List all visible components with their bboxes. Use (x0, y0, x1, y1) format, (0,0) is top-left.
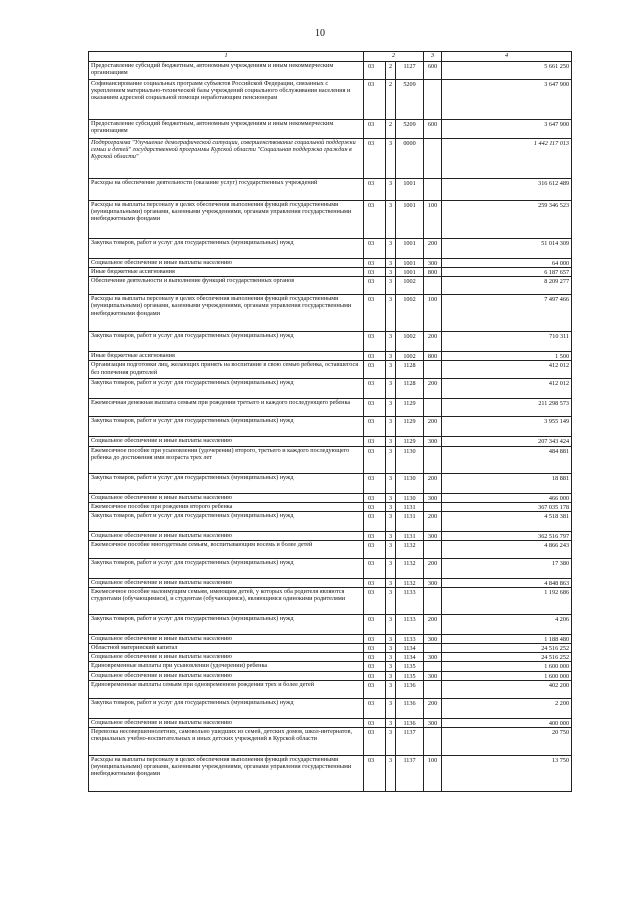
row-name-cell: Ежемесячное пособие многодетным семьям, воспитывающим восемь и более детей (89, 540, 364, 558)
row-code-direction-cell: 1128 (396, 361, 424, 379)
row-code-section-cell: 03 (364, 493, 386, 502)
row-code-section-cell: 03 (364, 680, 386, 698)
table-row (89, 332, 572, 352)
row-name-cell: Социальное обеспечение и иные выплаты населению (89, 635, 364, 644)
row-code-section-cell: 03 (364, 540, 386, 558)
row-name-cell: Социальное обеспечение и иные выплаты населению (89, 671, 364, 680)
row-code-program-cell: 3 (386, 239, 396, 259)
row-code-section-cell: 03 (364, 635, 386, 644)
row-amount-cell: 20 750 (442, 727, 572, 755)
row-expense-type-cell: 300 (424, 493, 442, 502)
row-code-section-cell: 03 (364, 671, 386, 680)
table-row (89, 502, 572, 511)
row-name-cell: Софинансирование социальных программ субъектов Российской Федерации, связанных с укреплением материально-технической базы учреждений социального обслуживания населения и оказанием адресной социальной помощи неработающим пенсионерам (89, 80, 364, 120)
row-code-direction-cell: 1127 (396, 62, 424, 80)
row-code-program-cell: 3 (386, 446, 396, 473)
row-amount-cell: 1 600 000 (442, 662, 572, 671)
row-name-cell: Закупка товаров, работ и услуг для государственных (муниципальных) нужд (89, 473, 364, 493)
table-row (89, 578, 572, 587)
table-row (89, 62, 572, 80)
row-expense-type-cell: 200 (424, 558, 442, 578)
row-code-direction-cell: 1130 (396, 493, 424, 502)
row-expense-type-cell (424, 680, 442, 698)
row-expense-type-cell: 200 (424, 473, 442, 493)
row-code-program-cell: 3 (386, 653, 396, 662)
row-code-direction-cell: 1129 (396, 437, 424, 446)
row-expense-type-cell: 100 (424, 755, 442, 791)
row-name-cell: Социальное обеспечение и иные выплаты населению (89, 718, 364, 727)
row-code-direction-cell: 1001 (396, 239, 424, 259)
row-code-program-cell: 3 (386, 511, 396, 531)
row-name-cell: Расходы на выплаты персоналу в целях обеспечения выполнения функций государственными (муниципальными) органами, казенными учреждениями, органами управления государственными внебюджетными фондами (89, 295, 364, 332)
row-amount-cell: 7 497 466 (442, 295, 572, 332)
row-name-cell: Ежемесячное пособие при усыновлении (удочерении) второго, третьего и каждого последующего ребенка до достижения ими возраста трех лет (89, 446, 364, 473)
row-expense-type-cell: 200 (424, 511, 442, 531)
row-name-cell: Закупка товаров, работ и услуг для государственных (муниципальных) нужд (89, 417, 364, 437)
row-code-direction-cell: 1133 (396, 588, 424, 615)
row-amount-cell: 4 848 863 (442, 578, 572, 587)
table-row (89, 179, 572, 201)
row-amount-cell: 2 200 (442, 698, 572, 718)
row-expense-type-cell: 200 (424, 332, 442, 352)
row-name-cell: Ежемесячное пособие при рождении второго ребенка (89, 502, 364, 511)
row-code-program-cell: 3 (386, 295, 396, 332)
row-code-section-cell: 03 (364, 531, 386, 540)
row-name-cell: Расходы на выплаты персоналу в целях обеспечения выполнения функций государственными (муниципальными) органами, казенными учреждениями, органами управления государственными внебюджетными фондами (89, 201, 364, 239)
row-code-section-cell: 03 (364, 332, 386, 352)
row-code-section-cell: 03 (364, 502, 386, 511)
table-row (89, 727, 572, 755)
row-code-program-cell: 3 (386, 615, 396, 635)
row-code-direction-cell: 0000 (396, 139, 424, 179)
row-code-section-cell: 03 (364, 268, 386, 277)
row-expense-type-cell: 100 (424, 295, 442, 332)
table-row (89, 437, 572, 446)
row-code-section-cell: 03 (364, 558, 386, 578)
row-code-direction-cell: 1132 (396, 540, 424, 558)
table-row (89, 120, 572, 139)
row-code-program-cell: 3 (386, 558, 396, 578)
row-code-direction-cell: 1134 (396, 653, 424, 662)
row-code-direction-cell: 5209 (396, 120, 424, 139)
row-expense-type-cell (424, 361, 442, 379)
table-row (89, 379, 572, 399)
row-amount-cell: 412 012 (442, 361, 572, 379)
row-amount-cell: 6 187 657 (442, 268, 572, 277)
row-code-direction-cell: 5209 (396, 80, 424, 120)
row-code-section-cell: 03 (364, 437, 386, 446)
row-code-program-cell: 3 (386, 680, 396, 698)
row-name-cell: Ежемесячное пособие малоимущим семьям, имеющим детей, у которых оба родителя являются студентами (обучающимися), и студентам (обучающимся), являющимся одинокими родителями (89, 588, 364, 615)
row-expense-type-cell: 300 (424, 437, 442, 446)
row-code-section-cell: 03 (364, 139, 386, 179)
row-code-direction-cell: 1134 (396, 644, 424, 653)
row-expense-type-cell (424, 502, 442, 511)
row-code-direction-cell: 1131 (396, 511, 424, 531)
row-amount-cell: 3 647 900 (442, 80, 572, 120)
row-name-cell: Закупка товаров, работ и услуг для государственных (муниципальных) нужд (89, 558, 364, 578)
row-amount-cell: 64 000 (442, 259, 572, 268)
row-amount-cell: 4 518 381 (442, 511, 572, 531)
row-expense-type-cell: 300 (424, 531, 442, 540)
row-amount-cell: 207 343 424 (442, 437, 572, 446)
row-name-cell: Закупка товаров, работ и услуг для государственных (муниципальных) нужд (89, 332, 364, 352)
row-code-program-cell: 3 (386, 277, 396, 295)
row-name-cell: Закупка товаров, работ и услуг для государственных (муниципальных) нужд (89, 511, 364, 531)
row-code-direction-cell: 1137 (396, 727, 424, 755)
row-code-direction-cell: 1002 (396, 332, 424, 352)
table-row (89, 259, 572, 268)
row-amount-cell: 259 346 523 (442, 201, 572, 239)
table-row (89, 80, 572, 120)
row-code-direction-cell: 1136 (396, 680, 424, 698)
row-code-direction-cell: 1131 (396, 502, 424, 511)
table-row (89, 635, 572, 644)
row-amount-cell: 316 612 489 (442, 179, 572, 201)
row-expense-type-cell: 300 (424, 671, 442, 680)
row-code-section-cell: 03 (364, 473, 386, 493)
table-row (89, 718, 572, 727)
row-code-program-cell: 3 (386, 588, 396, 615)
row-code-program-cell: 3 (386, 399, 396, 417)
row-code-program-cell: 2 (386, 62, 396, 80)
table-row (89, 446, 572, 473)
row-code-section-cell: 03 (364, 644, 386, 653)
budget-table (88, 51, 572, 792)
row-amount-cell: 13 750 (442, 755, 572, 791)
table-row (89, 755, 572, 791)
row-code-direction-cell: 1136 (396, 718, 424, 727)
row-name-cell: Обеспечение деятельности и выполнение функций государственных органов (89, 277, 364, 295)
row-code-program-cell: 3 (386, 268, 396, 277)
row-code-direction-cell: 1002 (396, 352, 424, 361)
header-col-4: 4 (442, 52, 572, 62)
table-row (89, 277, 572, 295)
row-name-cell: Социальное обеспечение и иные выплаты населению (89, 437, 364, 446)
row-amount-cell: 4 866 243 (442, 540, 572, 558)
table-row (89, 698, 572, 718)
row-code-section-cell: 03 (364, 578, 386, 587)
row-code-direction-cell: 1131 (396, 531, 424, 540)
row-expense-type-cell: 200 (424, 417, 442, 437)
row-code-program-cell: 3 (386, 662, 396, 671)
row-code-section-cell: 03 (364, 662, 386, 671)
table-row (89, 417, 572, 437)
row-expense-type-cell: 800 (424, 268, 442, 277)
row-code-program-cell: 3 (386, 201, 396, 239)
row-code-direction-cell: 1002 (396, 277, 424, 295)
row-code-direction-cell: 1001 (396, 179, 424, 201)
table-row (89, 139, 572, 179)
header-col-2: 2 (364, 52, 424, 62)
row-code-direction-cell: 1132 (396, 558, 424, 578)
row-code-program-cell: 3 (386, 352, 396, 361)
row-name-cell: Иные бюджетные ассигнования (89, 268, 364, 277)
table-row (89, 531, 572, 540)
header-col-1: 1 (89, 52, 364, 62)
row-name-cell: Социальное обеспечение и иные выплаты населению (89, 493, 364, 502)
row-amount-cell: 362 516 797 (442, 531, 572, 540)
table-row (89, 671, 572, 680)
row-name-cell: Областной материнский капитал (89, 644, 364, 653)
row-name-cell: Закупка товаров, работ и услуг для государственных (муниципальных) нужд (89, 379, 364, 399)
row-code-program-cell: 3 (386, 361, 396, 379)
row-code-section-cell: 03 (364, 277, 386, 295)
table-row (89, 268, 572, 277)
row-amount-cell: 51 014 309 (442, 239, 572, 259)
row-expense-type-cell: 300 (424, 653, 442, 662)
row-code-program-cell: 3 (386, 578, 396, 587)
row-amount-cell: 18 881 (442, 473, 572, 493)
row-code-direction-cell: 1132 (396, 578, 424, 587)
row-expense-type-cell: 200 (424, 615, 442, 635)
row-code-program-cell: 3 (386, 417, 396, 437)
table-row (89, 239, 572, 259)
row-name-cell: Социальное обеспечение и иные выплаты населению (89, 653, 364, 662)
row-code-program-cell: 3 (386, 493, 396, 502)
row-code-program-cell: 3 (386, 379, 396, 399)
table-row (89, 473, 572, 493)
row-code-section-cell: 03 (364, 698, 386, 718)
row-expense-type-cell: 800 (424, 352, 442, 361)
row-expense-type-cell (424, 80, 442, 120)
row-code-section-cell: 03 (364, 379, 386, 399)
row-code-program-cell: 2 (386, 80, 396, 120)
row-expense-type-cell: 200 (424, 379, 442, 399)
row-amount-cell: 1 188 480 (442, 635, 572, 644)
row-code-direction-cell: 1001 (396, 259, 424, 268)
table-row (89, 558, 572, 578)
table-row (89, 511, 572, 531)
row-code-section-cell: 03 (364, 727, 386, 755)
row-amount-cell: 3 955 149 (442, 417, 572, 437)
row-name-cell: Закупка товаров, работ и услуг для государственных (муниципальных) нужд (89, 615, 364, 635)
row-code-program-cell: 3 (386, 139, 396, 179)
row-code-program-cell: 3 (386, 698, 396, 718)
row-code-direction-cell: 1137 (396, 755, 424, 791)
row-expense-type-cell: 300 (424, 259, 442, 268)
page-number: 10 (315, 28, 325, 39)
row-expense-type-cell: 600 (424, 62, 442, 80)
row-amount-cell: 1 192 686 (442, 588, 572, 615)
row-code-section-cell: 03 (364, 352, 386, 361)
table-row (89, 662, 572, 671)
row-code-direction-cell: 1002 (396, 295, 424, 332)
row-name-cell: Социальное обеспечение и иные выплаты населению (89, 259, 364, 268)
row-code-direction-cell: 1001 (396, 201, 424, 239)
row-name-cell: Социальное обеспечение и иные выплаты населению (89, 578, 364, 587)
row-expense-type-cell (424, 588, 442, 615)
row-amount-cell: 1 442 117 013 (442, 139, 572, 179)
row-code-section-cell: 03 (364, 615, 386, 635)
row-code-direction-cell: 1129 (396, 417, 424, 437)
row-code-section-cell: 03 (364, 588, 386, 615)
row-expense-type-cell (424, 139, 442, 179)
row-code-program-cell: 3 (386, 259, 396, 268)
row-code-section-cell: 03 (364, 80, 386, 120)
row-name-cell: Организация подготовки лиц, желающих принять на воспитание в свою семью ребенка, оставшегося без попечения родителей (89, 361, 364, 379)
row-name-cell: Единовременные выплаты при усыновлении (удочерении) ребенка (89, 662, 364, 671)
row-expense-type-cell (424, 446, 442, 473)
header-col-3: 3 (424, 52, 442, 62)
table-row (89, 588, 572, 615)
row-name-cell: Иные бюджетные ассигнования (89, 352, 364, 361)
row-expense-type-cell (424, 540, 442, 558)
row-code-program-cell: 3 (386, 644, 396, 653)
row-code-program-cell: 3 (386, 437, 396, 446)
row-code-program-cell: 3 (386, 727, 396, 755)
row-expense-type-cell: 300 (424, 578, 442, 587)
row-code-section-cell: 03 (364, 511, 386, 531)
row-amount-cell: 17 380 (442, 558, 572, 578)
row-amount-cell: 5 661 250 (442, 62, 572, 80)
row-code-section-cell: 03 (364, 201, 386, 239)
row-amount-cell: 8 209 277 (442, 277, 572, 295)
row-code-direction-cell: 1001 (396, 268, 424, 277)
row-expense-type-cell: 300 (424, 635, 442, 644)
row-expense-type-cell: 300 (424, 718, 442, 727)
row-code-direction-cell: 1136 (396, 698, 424, 718)
table-row (89, 540, 572, 558)
row-code-program-cell: 3 (386, 671, 396, 680)
row-amount-cell: 4 206 (442, 615, 572, 635)
row-expense-type-cell (424, 399, 442, 417)
row-expense-type-cell: 200 (424, 698, 442, 718)
row-name-cell: Предоставление субсидий бюджетным, автономным учреждениям и иным некоммерческим организациям (89, 62, 364, 80)
row-amount-cell: 1 500 (442, 352, 572, 361)
row-name-cell: Закупка товаров, работ и услуг для государственных (муниципальных) нужд (89, 239, 364, 259)
row-code-section-cell: 03 (364, 259, 386, 268)
row-amount-cell: 484 881 (442, 446, 572, 473)
row-code-program-cell: 3 (386, 531, 396, 540)
row-code-direction-cell: 1133 (396, 615, 424, 635)
row-code-program-cell: 3 (386, 635, 396, 644)
row-expense-type-cell (424, 727, 442, 755)
row-code-program-cell: 3 (386, 179, 396, 201)
row-name-cell: Закупка товаров, работ и услуг для государственных (муниципальных) нужд (89, 698, 364, 718)
row-code-section-cell: 03 (364, 653, 386, 662)
row-amount-cell: 211 298 573 (442, 399, 572, 417)
row-code-program-cell: 3 (386, 332, 396, 352)
row-code-section-cell: 03 (364, 399, 386, 417)
row-amount-cell: 400 000 (442, 718, 572, 727)
row-code-direction-cell: 1135 (396, 671, 424, 680)
row-amount-cell: 710 311 (442, 332, 572, 352)
row-name-cell: Расходы на обеспечение деятельности (оказание услуг) государственных учреждений (89, 179, 364, 201)
row-code-direction-cell: 1133 (396, 635, 424, 644)
row-code-section-cell: 03 (364, 120, 386, 139)
row-name-cell: Расходы на выплаты персоналу в целях обеспечения выполнения функций государственными (муниципальными) органами, казенными учреждениями, органами управления государственными внебюджетными фондами (89, 755, 364, 791)
table-row (89, 201, 572, 239)
row-amount-cell: 24 516 252 (442, 653, 572, 662)
row-expense-type-cell: 600 (424, 120, 442, 139)
table-row (89, 361, 572, 379)
row-code-program-cell: 3 (386, 473, 396, 493)
row-amount-cell: 1 600 000 (442, 671, 572, 680)
table-row (89, 295, 572, 332)
row-code-direction-cell: 1130 (396, 473, 424, 493)
row-amount-cell: 402 200 (442, 680, 572, 698)
row-amount-cell: 412 012 (442, 379, 572, 399)
table-row (89, 644, 572, 653)
row-code-section-cell: 03 (364, 239, 386, 259)
row-code-direction-cell: 1135 (396, 662, 424, 671)
row-code-program-cell: 3 (386, 755, 396, 791)
row-name-cell: Единовременные выплаты семьям при одновременном рождении трех и более детей (89, 680, 364, 698)
row-code-section-cell: 03 (364, 718, 386, 727)
row-code-program-cell: 3 (386, 502, 396, 511)
row-code-direction-cell: 1130 (396, 446, 424, 473)
row-code-program-cell: 3 (386, 540, 396, 558)
row-amount-cell: 24 516 252 (442, 644, 572, 653)
row-name-cell: Подпрограмма "Улучшение демографической ситуации, совершенствование социальной поддержки семьи и детей" государственной программы Курской области "Социальная поддержка граждан в Курской области" (89, 139, 364, 179)
table-row (89, 493, 572, 502)
row-code-section-cell: 03 (364, 179, 386, 201)
row-expense-type-cell: 200 (424, 239, 442, 259)
row-amount-cell: 3 647 900 (442, 120, 572, 139)
row-code-section-cell: 03 (364, 755, 386, 791)
row-code-program-cell: 3 (386, 718, 396, 727)
row-expense-type-cell (424, 644, 442, 653)
row-code-section-cell: 03 (364, 295, 386, 332)
row-name-cell: Предоставление субсидий бюджетным, автономным учреждениям и иным некоммерческим организациям (89, 120, 364, 139)
row-code-section-cell: 03 (364, 446, 386, 473)
table-row (89, 615, 572, 635)
table-row (89, 352, 572, 361)
row-code-section-cell: 03 (364, 417, 386, 437)
table-row (89, 653, 572, 662)
row-code-section-cell: 03 (364, 361, 386, 379)
table-row (89, 680, 572, 698)
row-expense-type-cell (424, 179, 442, 201)
row-amount-cell: 466 000 (442, 493, 572, 502)
row-name-cell: Ежемесячная денежная выплата семьям при рождении третьего и каждого последующего ребенка (89, 399, 364, 417)
row-name-cell: Перевозка несовершеннолетних, самовольно ушедших из семей, детских домов, школ-интернатов, специальных учебно-воспитательных и иных детских учреждений в Курской области (89, 727, 364, 755)
row-code-direction-cell: 1129 (396, 399, 424, 417)
row-code-program-cell: 2 (386, 120, 396, 139)
row-expense-type-cell (424, 277, 442, 295)
table-row (89, 399, 572, 417)
row-code-direction-cell: 1128 (396, 379, 424, 399)
row-code-section-cell: 03 (364, 62, 386, 80)
row-expense-type-cell (424, 662, 442, 671)
table-header-row (89, 52, 572, 62)
row-amount-cell: 367 035 178 (442, 502, 572, 511)
row-name-cell: Социальное обеспечение и иные выплаты населению (89, 531, 364, 540)
row-expense-type-cell: 100 (424, 201, 442, 239)
